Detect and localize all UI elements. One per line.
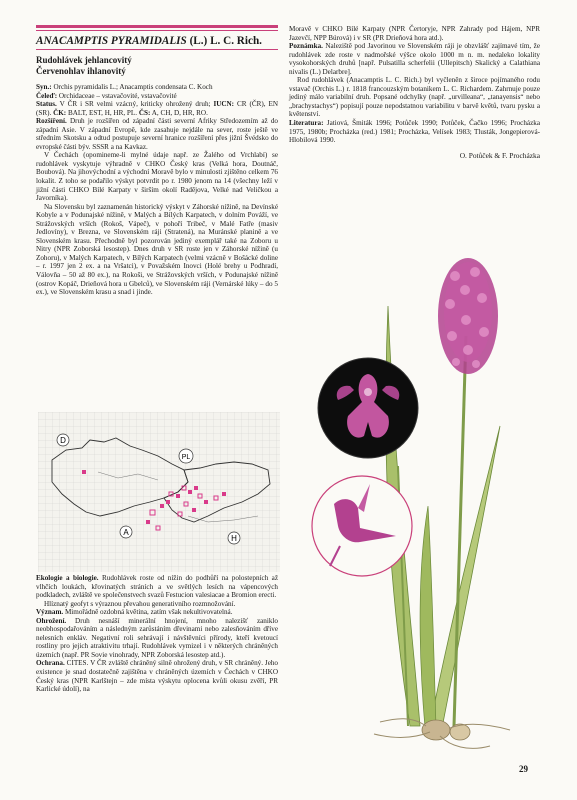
note: Poznámka. Naleziště pod Javorinou ve Slovenském ráji je obzvlášť zajímavé tím, že rudohlávek zde roste v nadmořské výšce okolo 1000 m n. m. nedaleko lokality vysokohorských druhů [např. Pulsatilla scherfelii (Ullepitsch) Skalický a Calathiana nivalis (L.) Delarbre]. (289, 42, 540, 76)
inflorescence (438, 258, 498, 374)
protection-continued: Moravě v CHKO Bílé Karpaty (NPR Čertoryje, NPR Zahrady pod Hájem, NPR Jazevčí, NPP Búrová) i v SR (PR Drieňová hora atd.). (289, 25, 540, 42)
significance: Význam. Mimořádně ozdobná květina, zatím však nekultivovatelná. (36, 608, 233, 617)
distribution: Rozšíření. Druh je rozšířen od západní části severní Afriky Středozemím až do západní Asie. V západní Evropě, kde zasahuje nejdále na sever, roste ještě ve středním Skotsku a odtud postupuje severní hranice rozšíření přes jižní Švédsko do evropské části býv. SSSR a na Kavkaz. (36, 117, 278, 151)
taxonomy-note: Rod rudohlávek (Anacamptis L. C. Rich.) byl vyčleněn z široce pojímaného rodu vstavač (Orchis L.) r. 1818 francouzským botanikem L. C. Richardem. Zahrnuje pouze jediný málo variabilní druh. Popsané odchylky (např. „urvilleana“, „tanayensis“ nebo „brachystachys“) popisují pouze nepodstatnou variabilitu v barvě květů, tvaru pysku a květenství. (289, 76, 540, 119)
page-number: 29 (519, 764, 528, 774)
flower-detail-side (312, 476, 412, 576)
slovak-name: Červenohlav ihlanovitý (36, 66, 126, 76)
roots-tubers (374, 719, 510, 749)
flower-detail-front (318, 358, 418, 458)
left-column (36, 25, 278, 297)
czech-name: Rudohlávek jehlancovitý (36, 55, 132, 65)
accent-rule-thin (36, 30, 278, 31)
orchid-drawing (300, 246, 545, 766)
species-title: ANACAMPTIS PYRAMIDALIS (L.) L. C. Rich. (36, 35, 262, 47)
leaf (420, 506, 436, 728)
ecology-section (36, 574, 278, 694)
label-pl: PL (181, 454, 191, 461)
protection: Ochrana. CITES. V ČR zvláště chráněný silně ohrožený druh, v SR chráněný. Jeho existence je snad dostatečně zajištěna v chráněných územích v Čechách v CHKO Český kras (NPR Karlštejn – zde místa výskytu oplocena kvůli okusu zvěří, PR Karlické údolí), na (36, 659, 278, 694)
family: Čeleď: Orchidaceae – vstavačovité, vstavačovité (36, 91, 177, 100)
orchid-illustration (300, 246, 545, 766)
label-h: H (231, 534, 237, 543)
map-graphic (38, 412, 280, 572)
accent-rule-under-title (36, 49, 278, 50)
leaf (430, 426, 500, 728)
accent-rule (36, 25, 278, 28)
threats: Ohrožení. Druh nesnáší minerální hnojení, mnoho nalezišť zaniklo neobhospodařováním a následným zarůstáním dřevinami nebo zalesňováním dříve nelesních enkláv. Negativní roli sehrávají i návštěvníci přírody, kteří kvetoucí rostliny pro jejich atraktivitu trhají. Rudohlávek vymizel i v některých chráněných územích (např. PR Sovie vinohrady, NPR Zoborská lesostep atd.). (36, 616, 278, 659)
label-d: D (60, 436, 66, 445)
map-grid (38, 412, 280, 572)
authors-signature: O. Potůček & F. Procházka (459, 150, 540, 160)
synonyms: Syn.: Orchis pyramidalis L.; Anacamptis condensata C. Koch (36, 83, 213, 91)
distribution-slovakia: Na Slovensku byl zaznamenán historický výskyt v Záhorské nížině, na Devínské Kobyle a v Podunajské nížině, v Malých a Bílých Karpatech, v dolním Pováží, ve Strážovských vrších (Rokoš, Vápeč), v pohoří Tribeč, v Malé Fatře (masiv Jedlovíny), v Brezna, ve Slovenském ráji (Stratená), na Muránské planině a ve Slovenském krasu. Přechodně byl pozorován jediný exemplář také na Zoboru u Nitry (NPR Zoborská lesostep). Dnes druh v SR roste jen v Záhorské nížině (u Zohoru), v Malých Karpatech, v Bílých Karpatech (velmi vzácně v Bošácké doline – r. 1997 jen 2 ex. a na Vršatci), v Považském Inovci (Holé brehy u Podhradí, Válovňa – 50 až 80 ex.), na Rokoši, ve Strážovských vrších, v Podunajské nížině (ostrov Kopáč, Drieňová hora u Gbelců), ve Slovenském ráji (Vernárské lúky – do 5 ex.), ve Slovenském krasu a snad i jinde. (36, 202, 278, 297)
distribution-map (38, 412, 280, 572)
literature: Literatura: Jatiová, Šmiták 1996; Potůček 1990; Potůček, Čačko 1996; Procházka 1975, 1980b; Procházka (red.) 1981; Procházka, Velísek 1983; Tlusták, Jongepierová-Hlobilová 1990. (289, 119, 540, 145)
label-a: A (123, 528, 129, 537)
ecology-geophyte: Hlíznatý geofyt s výraznou převahou generativního rozmnožování. (44, 599, 236, 608)
right-column (289, 25, 540, 160)
stem (454, 336, 466, 726)
distribution-bohemia: V Čechách (opomineme-li mylné údaje např. ze Žalého od Vrchlabí) se rudohlávek vyskytuje výhradně v CHKO Český kras (Velká hora, Doutnáč, Boubová). Na jihovýchodní a východní Moravě bylo v minulosti zjištěno celkem 76 lokalit. Z toho se podařilo výskyt potvrdit po r. 1980 jenom na 14 (všechny leží v jižní části CHKO Bílé Karpaty v širším okolí Radějova, Velké nad Veličkou a Javorníka). (36, 151, 278, 203)
status: Status. V ČR i SR velmi vzácný, kriticky ohrožený druh; IUCN: CR (ČR), EN (SR). ČK: BALT, EST, H, HR, PL. ČS: A, CH, D, HR, RO. (36, 100, 278, 117)
ecology: Ekologie a biologie. Rudohlávek roste od nížin do podhůří na polostepních až vlhčích loukách, křovinatých stráních a ve světlých lesích na vápencových podkladech, zvláště ve společenstvech svazů Festucion valesiacae a Bromion erecti. (36, 574, 279, 600)
